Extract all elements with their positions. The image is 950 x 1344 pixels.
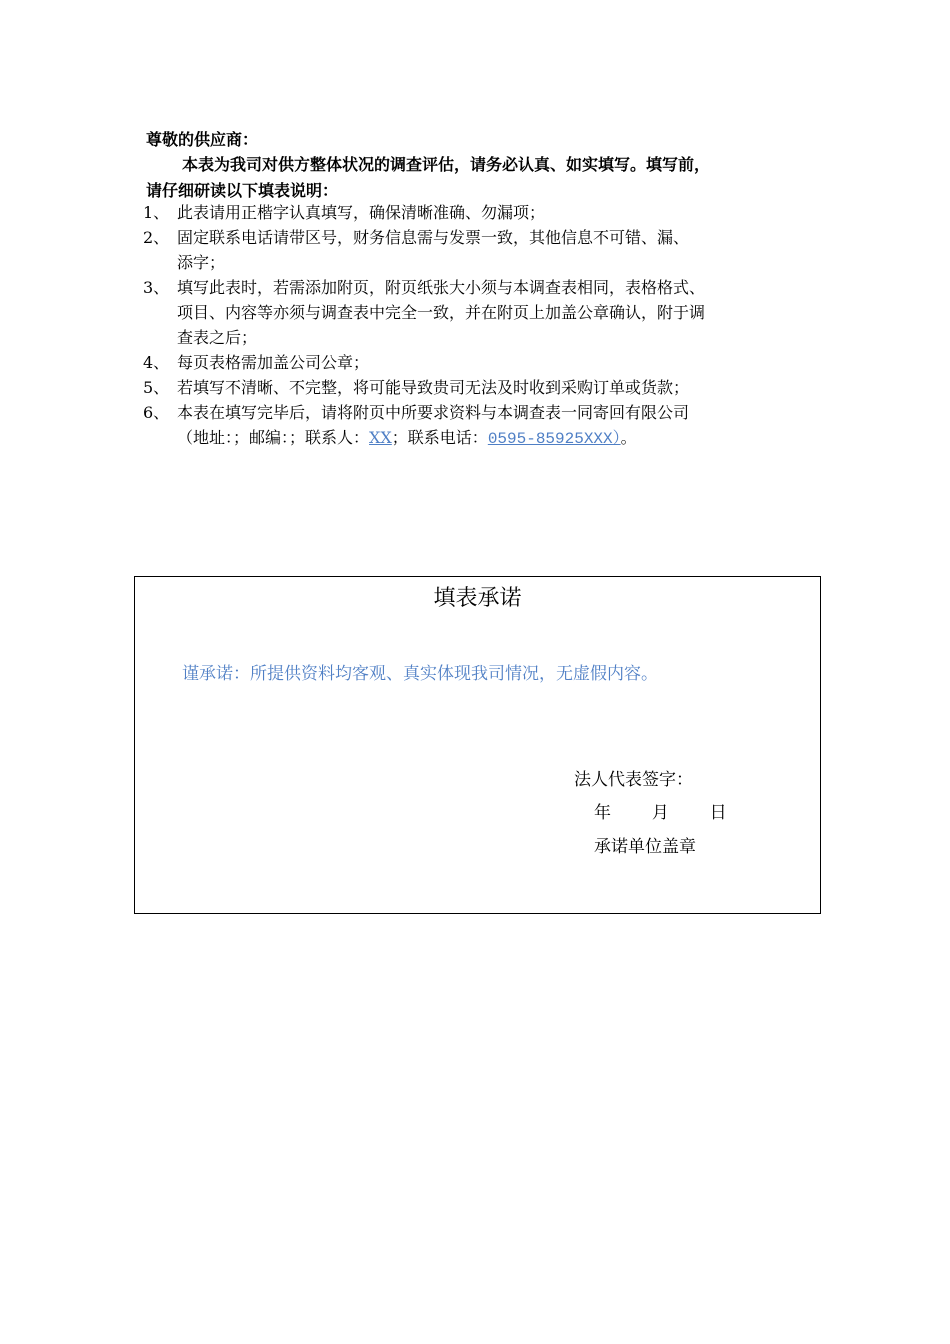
date-line (594, 798, 727, 823)
instruction-list (143, 200, 833, 452)
instruction-text: 添字； (177, 253, 226, 272)
instruction-number: 3、 (143, 278, 170, 297)
phone-link[interactable]: 0595-85925XXX） (487, 430, 621, 448)
contact-prefix: （地址：；邮编：；联系人： (177, 428, 370, 447)
intro-line-1: 本表为我司对供方整体状况的调查评估，请务必认真、如实填写。填写前， (182, 155, 711, 174)
intro-line-2: 请仔细研读以下填表说明： (146, 181, 339, 200)
contact-line (177, 425, 689, 452)
instruction-text: 若填写不清晰、不完整，将可能导致贵司无法及时收到采购订单或货款； (177, 378, 690, 397)
instruction-item-2 (143, 225, 833, 275)
instruction-item-4 (143, 350, 833, 375)
phone-label: ；联系电话： (391, 428, 488, 447)
commitment-box (134, 576, 821, 914)
date-month: 月 (651, 803, 669, 823)
instruction-number: 5、 (143, 378, 170, 397)
contact-name-link[interactable]: XX (369, 428, 392, 447)
instruction-item-6 (143, 400, 833, 452)
instruction-number: 1、 (143, 203, 170, 222)
instruction-text: 查表之后； (177, 328, 258, 347)
instruction-number: 2、 (143, 228, 170, 247)
seal-label: 承诺单位盖章 (594, 837, 696, 857)
date-day: 日 (709, 803, 727, 823)
signature-label: 法人代表签字： (574, 770, 693, 790)
instruction-text: 此表请用正楷字认真填写，确保清晰准确、勿漏项； (177, 203, 546, 222)
instruction-item-5 (143, 375, 833, 400)
instruction-text: 固定联系电话请带区号，财务信息需与发票一致，其他信息不可错、漏、 (177, 228, 690, 247)
date-year: 年 (594, 803, 611, 823)
intro-paragraph (146, 152, 826, 204)
instruction-number: 4、 (143, 353, 170, 372)
instruction-item-1 (143, 200, 833, 225)
commitment-statement: 谨承诺：所提供资料均客观、真实体现我司情况，无虚假内容。 (182, 664, 658, 684)
instruction-text: 填写此表时，若需添加附页，附页纸张大小须与本调查表相同，表格格式、 (177, 278, 706, 297)
instruction-number: 6、 (143, 403, 170, 422)
instruction-text: 每页表格需加盖公司公章； (177, 353, 370, 372)
instruction-text: 本表在填写完毕后，请将附页中所要求资料与本调查表一同寄回有限公司 (177, 403, 690, 422)
instruction-text: 项目、内容等亦须与调查表中完全一致，并在附页上加盖公章确认，附于调 (177, 303, 706, 322)
commitment-title: 填表承诺 (433, 586, 522, 611)
instruction-item-3 (143, 275, 833, 350)
salutation: 尊敬的供应商： (146, 130, 259, 149)
contact-suffix: 。 (620, 428, 637, 447)
